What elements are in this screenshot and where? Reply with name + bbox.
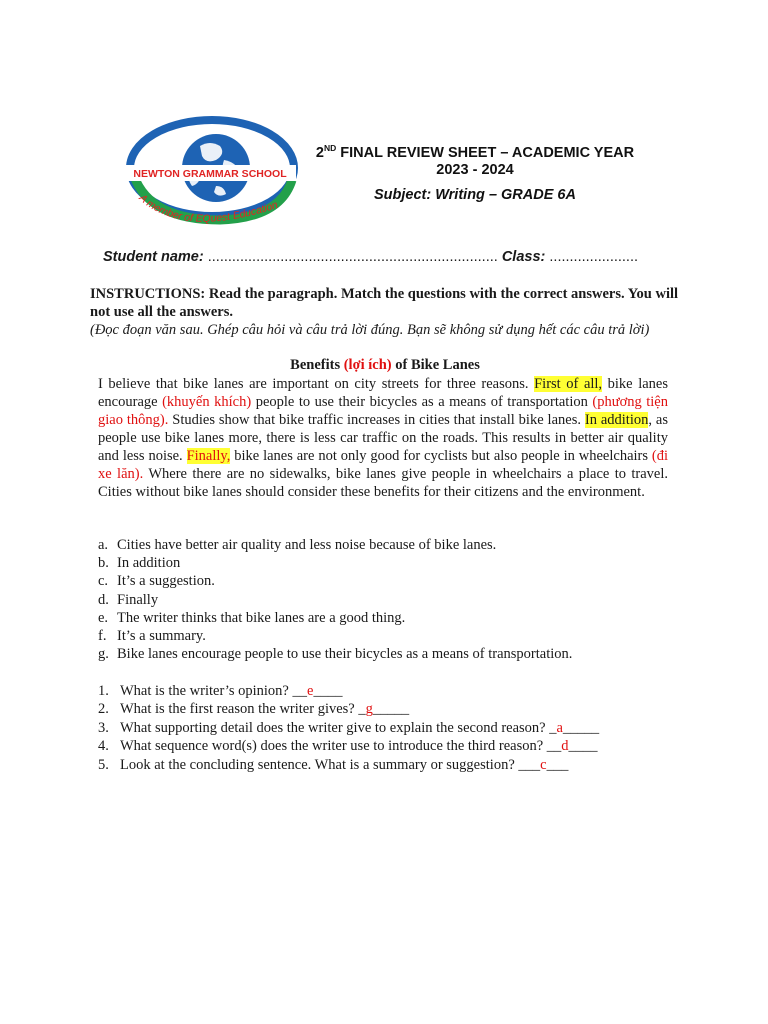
list-item: a. Cities have better air quality and less noise because of bike lanes. <box>98 537 497 553</box>
subject-line: Subject: Writing – GRADE 6A <box>374 186 576 203</box>
list-item: d. Finally <box>98 591 159 608</box>
answer-blank[interactable]: a <box>556 719 563 736</box>
question-item: 2. What is the first reason the writer gives? _g_____ <box>98 701 410 718</box>
student-name-label: Student name: <box>103 249 204 265</box>
header <box>300 140 650 204</box>
sheet-title: 2ND FINAL REVIEW SHEET – ACADEMIC YEAR <box>315 143 635 161</box>
answer-blank[interactable]: c <box>540 756 547 773</box>
list-item: g. Bike lanes encourage people to use their bicycles as a means of transportation. <box>98 646 573 663</box>
class-label: Class: <box>501 249 546 265</box>
instructions-text: INSTRUCTIONS: Read the paragraph. Match the questions with the correct answers. You will not use all the answers. <box>90 286 679 320</box>
question-item: 4. What sequence word(s) does the writer use to introduce the third reason? __d____ <box>98 738 598 755</box>
instructions-vietnamese: (Đọc đoạn văn sau. Ghép câu hỏi và câu trả lời đúng. Bạn sẽ không sử dụng hết các câu trả lời) <box>90 322 650 338</box>
answer-options <box>98 536 678 663</box>
question-item: 5. Look at the concluding sentence. What is a summary or suggestion? ___c___ <box>98 756 569 773</box>
student-name-blank[interactable]: ........................................................................ <box>203 249 498 265</box>
school-logo <box>120 116 300 244</box>
academic-year: 2023 - 2024 <box>436 161 514 178</box>
logo-school-name: NEWTON GRAMMAR SCHOOL <box>133 168 287 180</box>
passage-title: Benefits (lợi ích) of Bike Lanes <box>290 357 480 373</box>
transition-finally: Finally, <box>186 448 231 464</box>
answer-blank[interactable]: d <box>561 738 569 755</box>
student-info-line <box>103 249 673 265</box>
list-item: c. It’s a suggestion. <box>98 573 215 590</box>
question-item: 3. What supporting detail does the writer give to explain the second reason? _a_____ <box>98 719 600 736</box>
logo-tagline: A member of EQuest Education <box>136 191 280 225</box>
reading-passage: I believe that bike lanes are important on city streets for three reasons. First of all, bike lanes encourage (khuyến khích) people to use their bicycles as a means of transportation (phương tiện giao thông). Studies show that bike traffic increases in cities that install bike lanes. In addition, as people use bike lanes more, there is less car traffic on the roads. This results in better air quality and less noise. Finally, bike lanes are not only good for cyclists but also people in wheelchairs (đi xe lăn). Where there are no sidewalks, bike lanes give people in wheelchairs a place to travel. Cities without bike lanes should consider these benefits for their citizens and the environment. <box>98 376 668 500</box>
question-item: 1. What is the writer’s opinion? __e____ <box>98 683 343 699</box>
transition-first-of-all: First of all, <box>534 376 603 392</box>
transition-in-addition: In addition <box>584 412 649 428</box>
question-list <box>98 682 698 774</box>
globe-logo-icon <box>120 116 300 244</box>
class-blank[interactable]: ...................... <box>545 249 639 265</box>
answer-blank[interactable]: g <box>365 701 373 718</box>
list-item: e. The writer thinks that bike lanes are a good thing. <box>98 609 406 626</box>
instructions <box>90 285 680 339</box>
list-item: b. In addition <box>98 555 181 572</box>
list-item: f. It’s a summary. <box>98 628 206 645</box>
answer-blank[interactable]: e <box>307 683 314 699</box>
